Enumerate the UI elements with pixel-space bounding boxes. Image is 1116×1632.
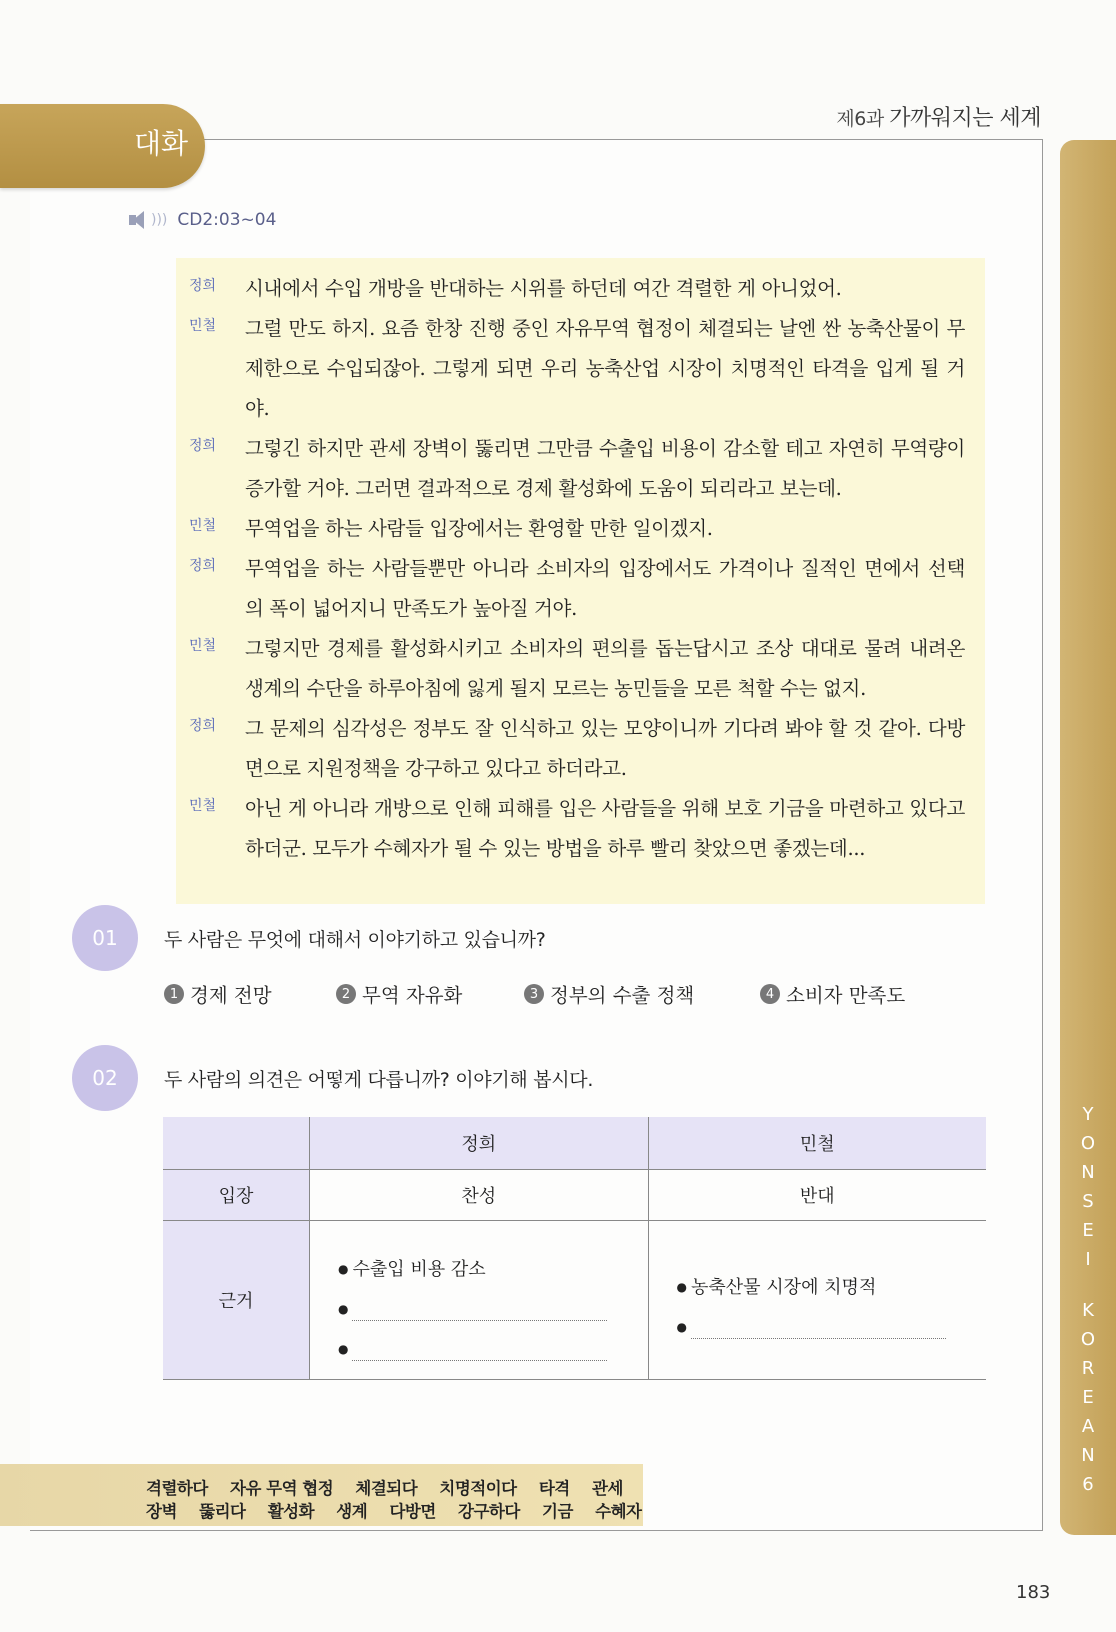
column-header-mincheol: 민철 bbox=[648, 1117, 986, 1170]
utterance: 그렇긴 하지만 관세 장벽이 뚫리면 그만큼 수출입 비용이 감소할 테고 자연히 무역량이 증가할 거야. 그러면 결과적으로 경제 활성화에 도움이 되리라고 보는데. bbox=[245, 437, 965, 500]
answer-option[interactable] bbox=[164, 980, 272, 1008]
option-number: 2 bbox=[336, 984, 356, 1004]
answer-blank[interactable] bbox=[352, 1300, 607, 1321]
side-letter: Y bbox=[1082, 1104, 1094, 1125]
side-letter: E bbox=[1082, 1387, 1094, 1408]
question-number-badge: 02 bbox=[72, 1045, 138, 1111]
question-text: 두 사람의 의견은 어떻게 다릅니까? 이야기해 봅시다. bbox=[164, 1069, 594, 1091]
vocab-word: 뚫리다 bbox=[199, 1502, 246, 1521]
dialogue-line bbox=[189, 709, 965, 789]
side-letter: E bbox=[1082, 1220, 1094, 1241]
side-letter: N bbox=[1081, 1162, 1095, 1183]
side-letter: 6 bbox=[1082, 1474, 1094, 1495]
vocab-word: 격렬하다 bbox=[146, 1479, 208, 1498]
bullet-icon: ● bbox=[676, 1320, 688, 1334]
speaker-name: 민철 bbox=[189, 318, 217, 334]
utterance: 그 문제의 심각성은 정부도 잘 인식하고 있는 모양이니까 기다려 봐야 할 것 같아. 다방면으로 지원정책을 강구하고 있다고 하더라고. bbox=[245, 717, 965, 780]
utterance: 시내에서 수입 개방을 반대하는 시위를 하던데 여간 격렬한 게 아니었어. bbox=[245, 277, 842, 300]
vocab-word: 수혜자 bbox=[595, 1502, 642, 1521]
question-number-badge: 01 bbox=[72, 905, 138, 971]
option-text: 경제 전망 bbox=[190, 984, 272, 1007]
reason-item bbox=[677, 1299, 986, 1339]
position-jeonghee: 찬성 bbox=[310, 1170, 649, 1221]
reason-text: 농축산물 시장에 치명적 bbox=[691, 1277, 877, 1298]
section-tab bbox=[0, 104, 205, 188]
vocab-word: 치명적이다 bbox=[439, 1479, 517, 1498]
answer-option[interactable] bbox=[336, 980, 462, 1008]
answer-option[interactable] bbox=[760, 980, 905, 1008]
position-mincheol: 반대 bbox=[648, 1170, 986, 1221]
bullet-icon: ● bbox=[338, 1342, 349, 1356]
column-header-jeonghee: 정희 bbox=[310, 1117, 649, 1170]
vocab-word: 자유 무역 협정 bbox=[230, 1479, 334, 1498]
side-series-label bbox=[1068, 1100, 1108, 1499]
row-label-reason: 근거 bbox=[163, 1221, 310, 1380]
vocab-word: 관세 bbox=[592, 1479, 623, 1498]
reason-item bbox=[677, 1259, 986, 1299]
utterance: 무역업을 하는 사람들 입장에서는 환영할 만한 일이겠지. bbox=[245, 517, 713, 540]
speaker-name: 민철 bbox=[189, 798, 217, 814]
answer-blank[interactable] bbox=[691, 1318, 946, 1339]
speaker-name: 정희 bbox=[189, 278, 217, 294]
bullet-icon: ● bbox=[338, 1302, 349, 1316]
side-letter: R bbox=[1081, 1358, 1095, 1379]
speaker-name: 민철 bbox=[189, 518, 217, 534]
side-letter: O bbox=[1080, 1329, 1096, 1350]
reason-item bbox=[338, 1241, 648, 1281]
option-number: 1 bbox=[164, 984, 184, 1004]
speaker-name: 정희 bbox=[189, 438, 217, 454]
vocab-word: 타격 bbox=[538, 1479, 570, 1498]
side-letter: K bbox=[1082, 1300, 1094, 1321]
chapter-heading bbox=[836, 101, 1041, 132]
reasons-mincheol bbox=[648, 1221, 986, 1380]
vocab-word: 체결되다 bbox=[355, 1479, 418, 1498]
dialogue-line bbox=[189, 629, 965, 709]
vocab-line bbox=[146, 1498, 659, 1522]
utterance: 무역업을 하는 사람들뿐만 아니라 소비자의 입장에서도 가격이나 질적인 면에서 선택의 폭이 넓어지니 만족도가 높아질 거야. bbox=[245, 557, 965, 620]
option-text: 무역 자유화 bbox=[362, 984, 463, 1007]
vocab-word: 다방면 bbox=[389, 1502, 436, 1521]
chapter-title: 가까워지는 세계 bbox=[889, 106, 1041, 131]
option-number: 3 bbox=[524, 984, 544, 1004]
option-text: 소비자 만족도 bbox=[786, 984, 906, 1007]
answer-option[interactable] bbox=[524, 980, 694, 1008]
utterance: 아닌 게 아니라 개방으로 인해 피해를 입은 사람들을 위해 보호 기금을 마련하고 있다고 하더군. 모두가 수혜자가 될 수 있는 방법을 하루 빨리 찾았으면 좋겠는데... bbox=[245, 797, 965, 860]
page-number: 183 bbox=[1016, 1582, 1051, 1603]
option-text: 정부의 수출 정책 bbox=[550, 984, 695, 1007]
option-number: 4 bbox=[760, 984, 780, 1004]
opinion-comparison-table bbox=[163, 1117, 986, 1380]
bullet-icon: ● bbox=[338, 1262, 349, 1276]
vocab-word: 장벽 bbox=[146, 1502, 177, 1521]
sound-waves-icon: ))) bbox=[151, 212, 168, 228]
reason-text: 수출입 비용 감소 bbox=[352, 1259, 486, 1280]
dialogue-line bbox=[189, 429, 965, 509]
vocab-word: 생계 bbox=[336, 1502, 368, 1521]
audio-track-label: CD2:03~04 bbox=[177, 210, 277, 230]
table-corner bbox=[163, 1117, 310, 1170]
vocab-word: 강구하다 bbox=[458, 1502, 520, 1521]
vocab-word: 활성화 bbox=[267, 1502, 315, 1521]
chapter-number: 제6과 bbox=[836, 108, 884, 130]
speaker-icon bbox=[127, 209, 149, 231]
dialogue-line bbox=[189, 789, 965, 869]
dialogue-line bbox=[189, 309, 965, 429]
side-letter: O bbox=[1080, 1133, 1096, 1154]
row-label-position: 입장 bbox=[163, 1170, 310, 1221]
side-letter: N bbox=[1081, 1445, 1095, 1466]
dialogue-line bbox=[189, 549, 965, 629]
side-letter: S bbox=[1082, 1191, 1094, 1212]
vocab-word: 기금 bbox=[542, 1502, 573, 1521]
utterance: 그럴 만도 하지. 요즘 한창 진행 중인 자유무역 협정이 체결되는 날엔 싼 농축산물이 무제한으로 수입되잖아. 그렇게 되면 우리 농축산업 시장이 치명적인 타격을 입게 될 거야. bbox=[245, 317, 965, 420]
bullet-icon: ● bbox=[676, 1280, 688, 1294]
audio-track[interactable] bbox=[127, 209, 276, 231]
section-tab-label: 대화 bbox=[134, 127, 189, 160]
reason-item bbox=[338, 1321, 648, 1361]
vocab-line bbox=[146, 1475, 640, 1499]
reasons-jeonghee bbox=[310, 1221, 649, 1380]
utterance: 그렇지만 경제를 활성화시키고 소비자의 편의를 돕는답시고 조상 대대로 물려 내려온 생계의 수단을 하루아침에 잃게 될지 모르는 농민들을 모른 척할 수는 없지. bbox=[245, 637, 965, 700]
answer-options bbox=[164, 980, 964, 1014]
question-text: 두 사람은 무엇에 대해서 이야기하고 있습니까? bbox=[164, 929, 546, 951]
vocabulary-box bbox=[0, 1464, 643, 1526]
reason-item bbox=[338, 1281, 648, 1321]
side-letter: A bbox=[1081, 1416, 1095, 1437]
side-letter: I bbox=[1085, 1249, 1091, 1270]
dialogue-line bbox=[189, 509, 965, 549]
speaker-name: 정희 bbox=[189, 558, 217, 574]
speaker-name: 정희 bbox=[189, 718, 217, 734]
speaker-name: 민철 bbox=[189, 638, 217, 654]
dialogue-line bbox=[189, 269, 965, 309]
answer-blank[interactable] bbox=[352, 1340, 607, 1361]
